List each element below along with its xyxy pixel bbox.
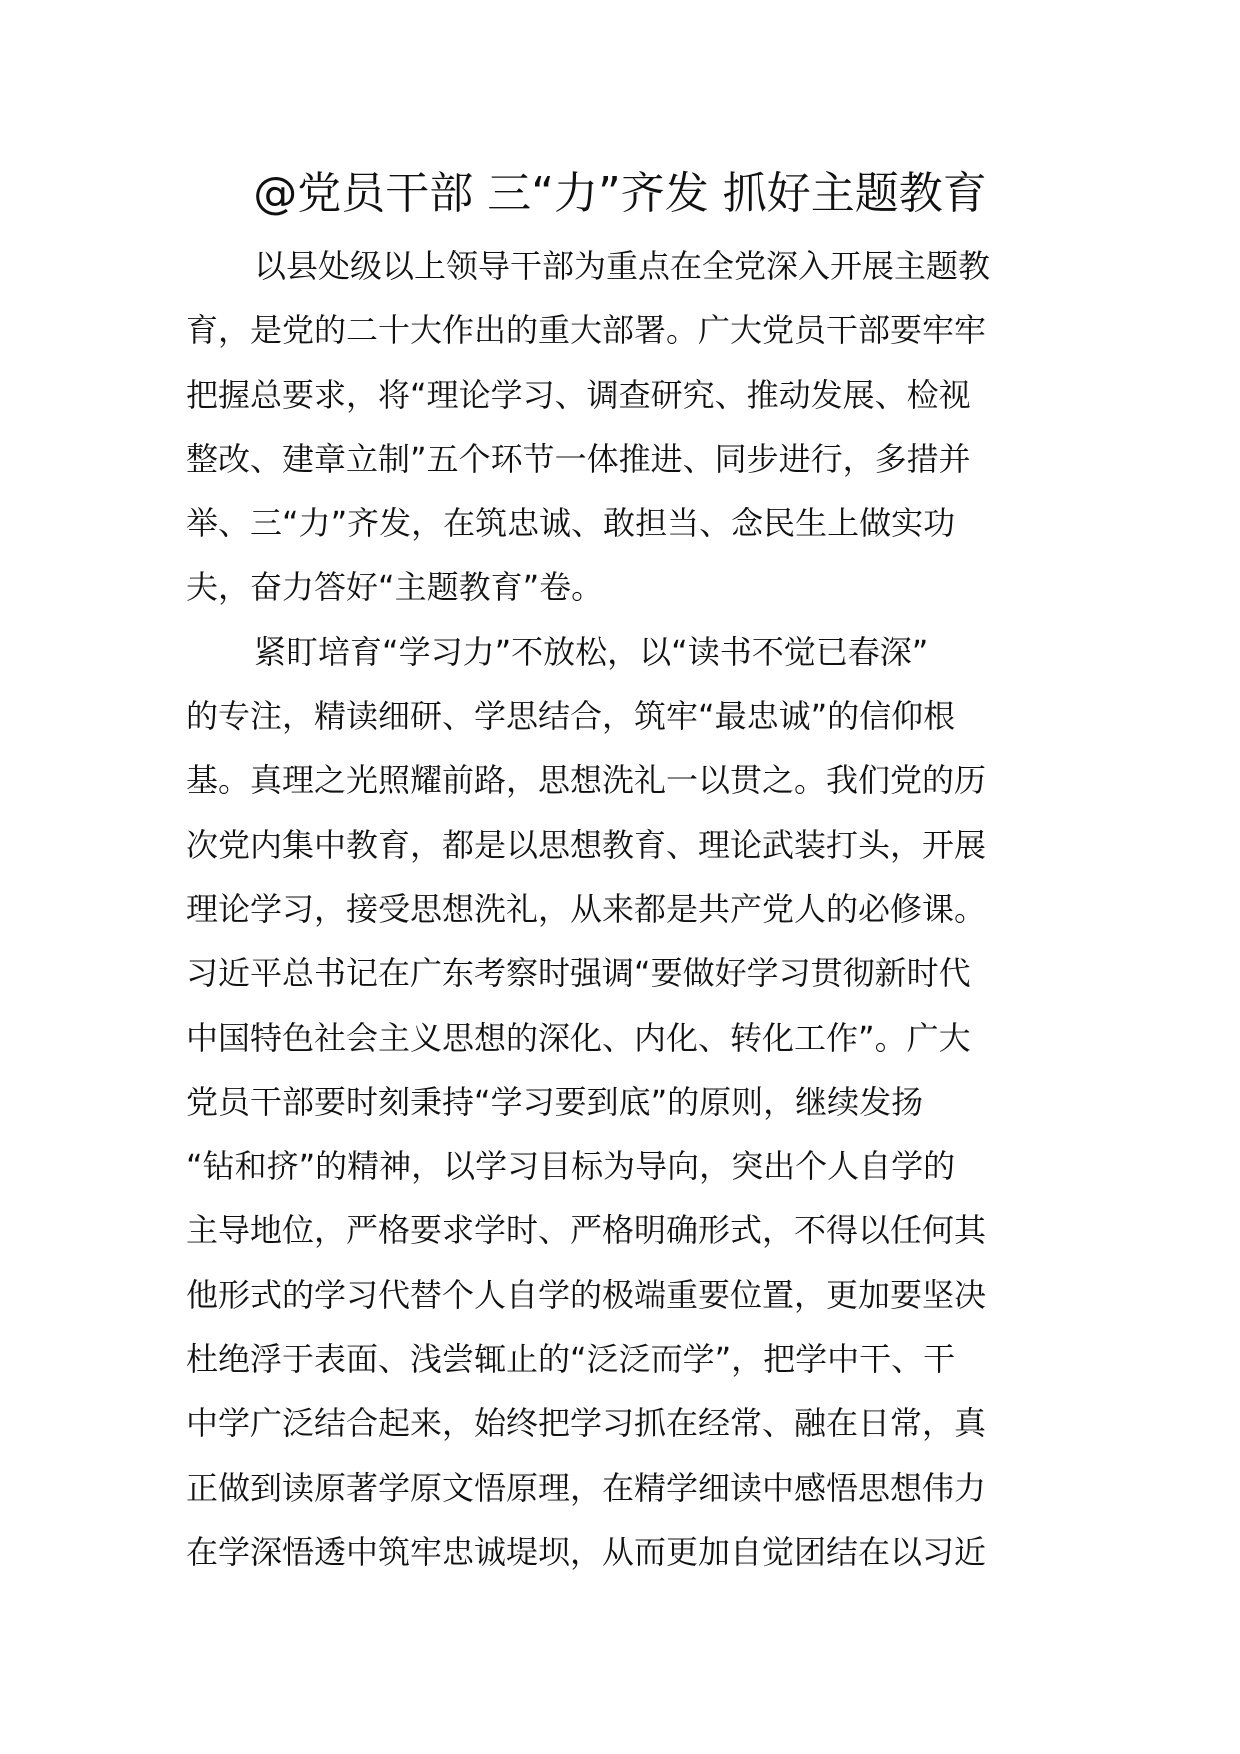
body-line: 整改、建章立制”五个环节一体推进、同步进行，多措并 xyxy=(186,439,971,478)
body-line: 夫，奋力答好“主题教育”卷。 xyxy=(186,568,604,607)
body-line: 在学深悟透中筑牢忠诚堤坝，从而更加自觉团结在以习近 xyxy=(186,1532,987,1571)
body-line: 主导地位，严格要求学时、严格明确形式，不得以任何其 xyxy=(186,1211,987,1250)
body-line: 基。真理之光照耀前路，思想洗礼一以贯之。我们党的历 xyxy=(186,761,987,800)
body-line: 中学广泛结合起来，始终把学习抓在经常、融在日常，真 xyxy=(186,1404,987,1443)
body-line: 他形式的学习代替个人自学的极端重要位置，更加要坚决 xyxy=(186,1275,987,1314)
body-line: 杜绝浮于表面、浅尝辄止的“泛泛而学”，把学中干、干 xyxy=(186,1340,956,1379)
body-line: 以县处级以上领导干部为重点在全党深入开展主题教 xyxy=(254,247,991,285)
body-line: 习近平总书记在广东考察时强调“要做好学习贯彻新时代 xyxy=(186,954,971,993)
body-line: 理论学习，接受思想洗礼，从来都是共产党人的必修课。 xyxy=(186,889,987,928)
body-line: 育，是党的二十大作出的重大部署。广大党员干部要牢牢 xyxy=(186,311,987,350)
document-title: @党员干部 三“力”齐发 抓好主题教育 xyxy=(253,168,987,219)
body-line: 紧盯培育“学习力”不放松，以“读书不觉已春深” xyxy=(254,632,929,671)
body-line: 正做到读原著学原文悟原理，在精学细读中感悟思想伟力 xyxy=(186,1468,987,1507)
body-line: “钻和挤”的精神，以学习目标为导向，突出个人自学的 xyxy=(186,1147,956,1186)
document-body xyxy=(186,234,1066,1584)
body-line: 的专注，精读细研、学思结合，筑牢“最忠诚”的信仰根 xyxy=(186,697,956,736)
body-line: 中国特色社会主义思想的深化、内化、转化工作”。广大 xyxy=(186,1018,971,1057)
body-line: 党员干部要时刻秉持“学习要到底”的原则，继续发扬 xyxy=(186,1082,924,1121)
body-line: 把握总要求，将“理论学习、调查研究、推动发展、检视 xyxy=(186,375,971,414)
body-line: 举、三“力”齐发，在筑忠诚、敢担当、念民生上做实功 xyxy=(186,504,956,543)
body-line: 次党内集中教育，都是以思想教育、理论武装打头，开展 xyxy=(186,825,987,864)
